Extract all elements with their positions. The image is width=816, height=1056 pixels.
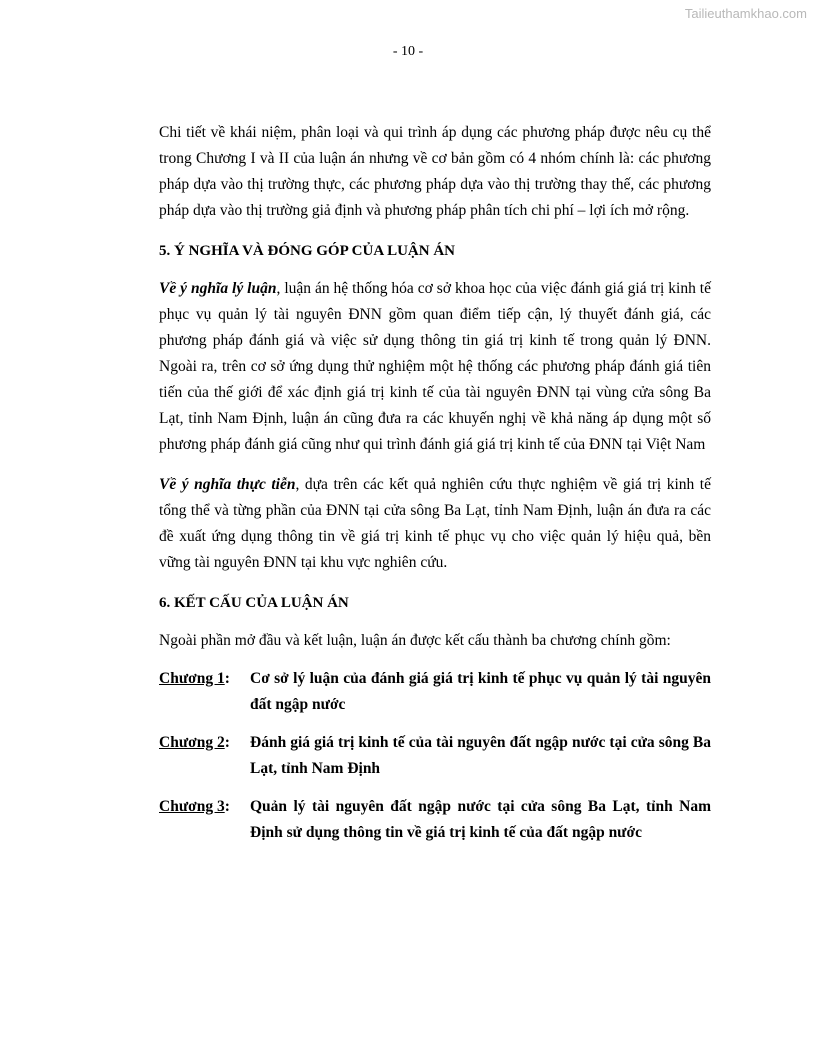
watermark: Tailieuthamkhao.com xyxy=(684,6,807,21)
chapter-title: Cơ sở lý luận của đánh giá giá trị kinh tế phục vụ quản lý tài nguyên đất ngập nước xyxy=(250,670,711,713)
chapter-label: Chương 2: xyxy=(159,734,230,751)
chapter-title: Đánh giá giá trị kinh tế của tài nguyên đất ngập nước tại cửa sông Ba Lạt, tỉnh Nam Định xyxy=(250,734,711,777)
practice-text: , dựa trên các kết quả nghiên cứu thực nghiệm về giá trị kinh tế tổng thể và từng phần của ĐNN tại cửa sông Ba Lạt, tỉnh Nam Định, luận án đưa ra các đề xuất ứng dụng thông tin về giá trị kinh tế phục vụ cho việc quản lý hiệu quả, bền vững tài nguyên ĐNN tại khu vực nghiên cứu. xyxy=(159,476,711,571)
document-body xyxy=(159,120,711,846)
theory-text: , luận án hệ thống hóa cơ sở khoa học của việc đánh giá giá trị kinh tế phục vụ quản lý tài nguyên ĐNN gồm quan điểm tiếp cận, lý thuyết đánh giá, các phương pháp đánh giá và việc sử dụng thông tin giá trị kinh tế trong quản lý ĐNN. Ngoài ra, trên cơ sở ứng dụng thử nghiệm một hệ thống các phương pháp đánh giá tiên tiến của thế giới để xác định giá trị kinh tế của tài nguyên ĐNN tại vùng cửa sông Ba Lạt, tỉnh Nam Định, luận án cũng đưa ra các khuyến nghị về khả năng áp dụng một số phương pháp đánh giá cũng như qui trình đánh giá giá trị kinh tế của ĐNN tại Việt Nam xyxy=(159,280,711,453)
chapter-title: Quản lý tài nguyên đất ngập nước tại cửa sông Ba Lạt, tỉnh Nam Định sử dụng thông tin về giá trị kinh tế của đất ngập nước xyxy=(250,798,711,841)
practice-paragraph xyxy=(159,472,711,576)
practice-lead: Về ý nghĩa thực tiễn xyxy=(159,476,296,493)
chapter-item xyxy=(159,730,711,782)
chapter-item xyxy=(159,794,711,846)
theory-paragraph xyxy=(159,276,711,458)
section-6-heading: 6. KẾT CẤU CỦA LUẬN ÁN xyxy=(159,595,349,611)
structure-intro: Ngoài phần mở đầu và kết luận, luận án được kết cấu thành ba chương chính gồm: xyxy=(159,632,671,649)
chapter-label: Chương 1: xyxy=(159,670,230,687)
theory-lead: Về ý nghĩa lý luận xyxy=(159,280,277,297)
chapter-item xyxy=(159,666,711,718)
chapter-label: Chương 3: xyxy=(159,798,230,815)
intro-paragraph: Chi tiết về khái niệm, phân loại và qui trình áp dụng các phương pháp được nêu cụ thể trong Chương I và II của luận án nhưng về cơ bản gồm có 4 nhóm chính là: các phương pháp dựa vào thị trường thực, các phương pháp dựa vào thị trường thay thế, các phương pháp dựa vào thị trường giả định và phương pháp phân tích chi phí – lợi ích mở rộng. xyxy=(159,124,711,219)
section-5-heading: 5. Ý NGHĨA VÀ ĐÓNG GÓP CỦA LUẬN ÁN xyxy=(159,243,455,259)
page-number: - 10 - xyxy=(392,44,424,59)
